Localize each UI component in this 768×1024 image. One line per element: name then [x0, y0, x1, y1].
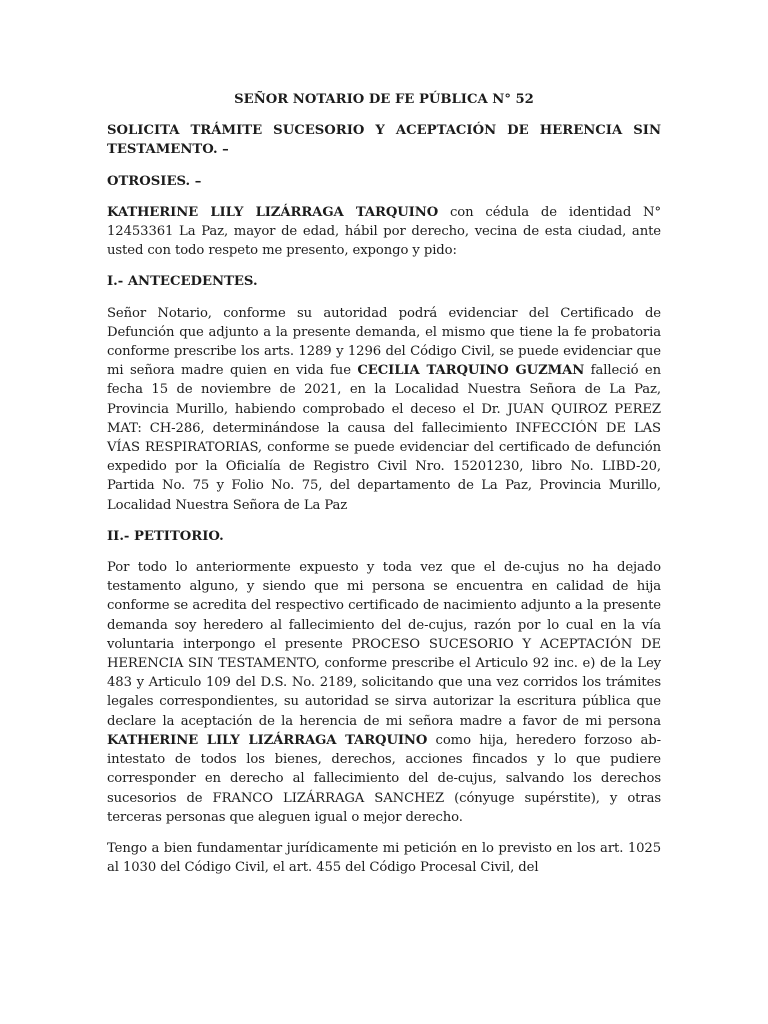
intro-text: con cédula de identidad N° 12453361 La Paz, mayor de edad, hábil por derecho, vecina de esta ciudad, ante usted con todo respeto me presento, expongo y pido: [107, 204, 661, 259]
document-title: SEÑOR NOTARIO DE FE PÚBLICA N° 52 [234, 92, 534, 107]
intro-paragraph [107, 203, 661, 261]
petitorio-heading: II.- PETITORIO. [107, 528, 224, 544]
petitorio-text-1: Por todo lo anteriormente expuesto y toda vez que el de-cujus no ha dejado testamento alguno, y siendo que mi persona se encuentra en calidad de hija conforme se acredita del respectivo certificado de nacimiento adjunto a la presente demanda soy heredero al fallecimiento del de-cujus, razón por lo cual en la vía voluntaria interpongo el presente PROCESO SUCESORIO Y ACEPTACIÓN DE HERENCIA SIN TESTAMENTO, conforme prescribe el Articulo 92 inc. e) de la Ley 483 y Articulo 109 del D.S. No. 2189, solicitando que una vez corridos los trámites legales correspondientes, su autoridad se sirva autorizar la escritura pública que declare la aceptación de la herencia de mi señora madre a favor de mi persona [107, 560, 661, 729]
antecedentes-paragraph [107, 304, 661, 515]
petitorio-paragraph [107, 558, 661, 827]
heir-name: KATHERINE LILY LIZÁRRAGA TARQUINO [107, 732, 428, 748]
antecedentes-text-1: Señor Notario, conforme su autoridad podrá evidenciar del Certificado de Defunción que adjunto a la presente demanda, el mismo que tiene la fe probatoria conforme prescribe los arts. 1289 y 1296 del Código Civil, se puede evidenciar que mi señora madre quien en vida fue [107, 305, 661, 379]
otrosies-line: OTROSIES. – [107, 173, 202, 189]
fundamento-paragraph: Tengo a bien fundamentar jurídicamente mi petición en lo previsto en los art. 1025 al 1030 del Código Civil, el art. 455 del Código Procesal Civil, del [107, 840, 661, 876]
document-subject: SOLICITA TRÁMITE SUCESORIO Y ACEPTACIÓN DE HERENCIA SIN TESTAMENTO. – [107, 123, 661, 158]
deceased-name: CECILIA TARQUINO GUZMAN [357, 363, 585, 379]
petitioner-name: KATHERINE LILY LIZÁRRAGA TARQUINO [107, 204, 439, 220]
document-page [107, 90, 661, 889]
antecedentes-text-2: falleció en fecha 15 de noviembre de 2021, en la Localidad Nuestra Señora de La Paz, Provincia Murillo, habiendo comprobado el deceso el Dr. JUAN QUIROZ PEREZ MAT: CH-286, determinándose la causa del fallecimiento INFECCIÓN DE LAS VÍAS RESPIRATORIAS, conforme se puede evidenciar del certificado de defunción expedido por la Oficialía de Registro Civil Nro. 15201230, libro No. LIBD-20, Partida No. 75 y Folio No. 75, del departamento de La Paz, Provincia Murillo, Localidad Nuestra Señora de La Paz [107, 363, 661, 513]
antecedentes-heading: I.- ANTECEDENTES. [107, 274, 258, 290]
petitorio-text-2: como hija, heredero forzoso ab-intestato de todos los bienes, derechos, acciones fincados y lo que pudiere corresponder en derecho al fallecimiento del de-cujus, salvando los derechos sucesorios de FRANCO LIZÁRRAGA SANCHEZ (cónyuge supérstite), y otras terceras personas que aleguen igual o mejor derecho. [107, 732, 661, 825]
